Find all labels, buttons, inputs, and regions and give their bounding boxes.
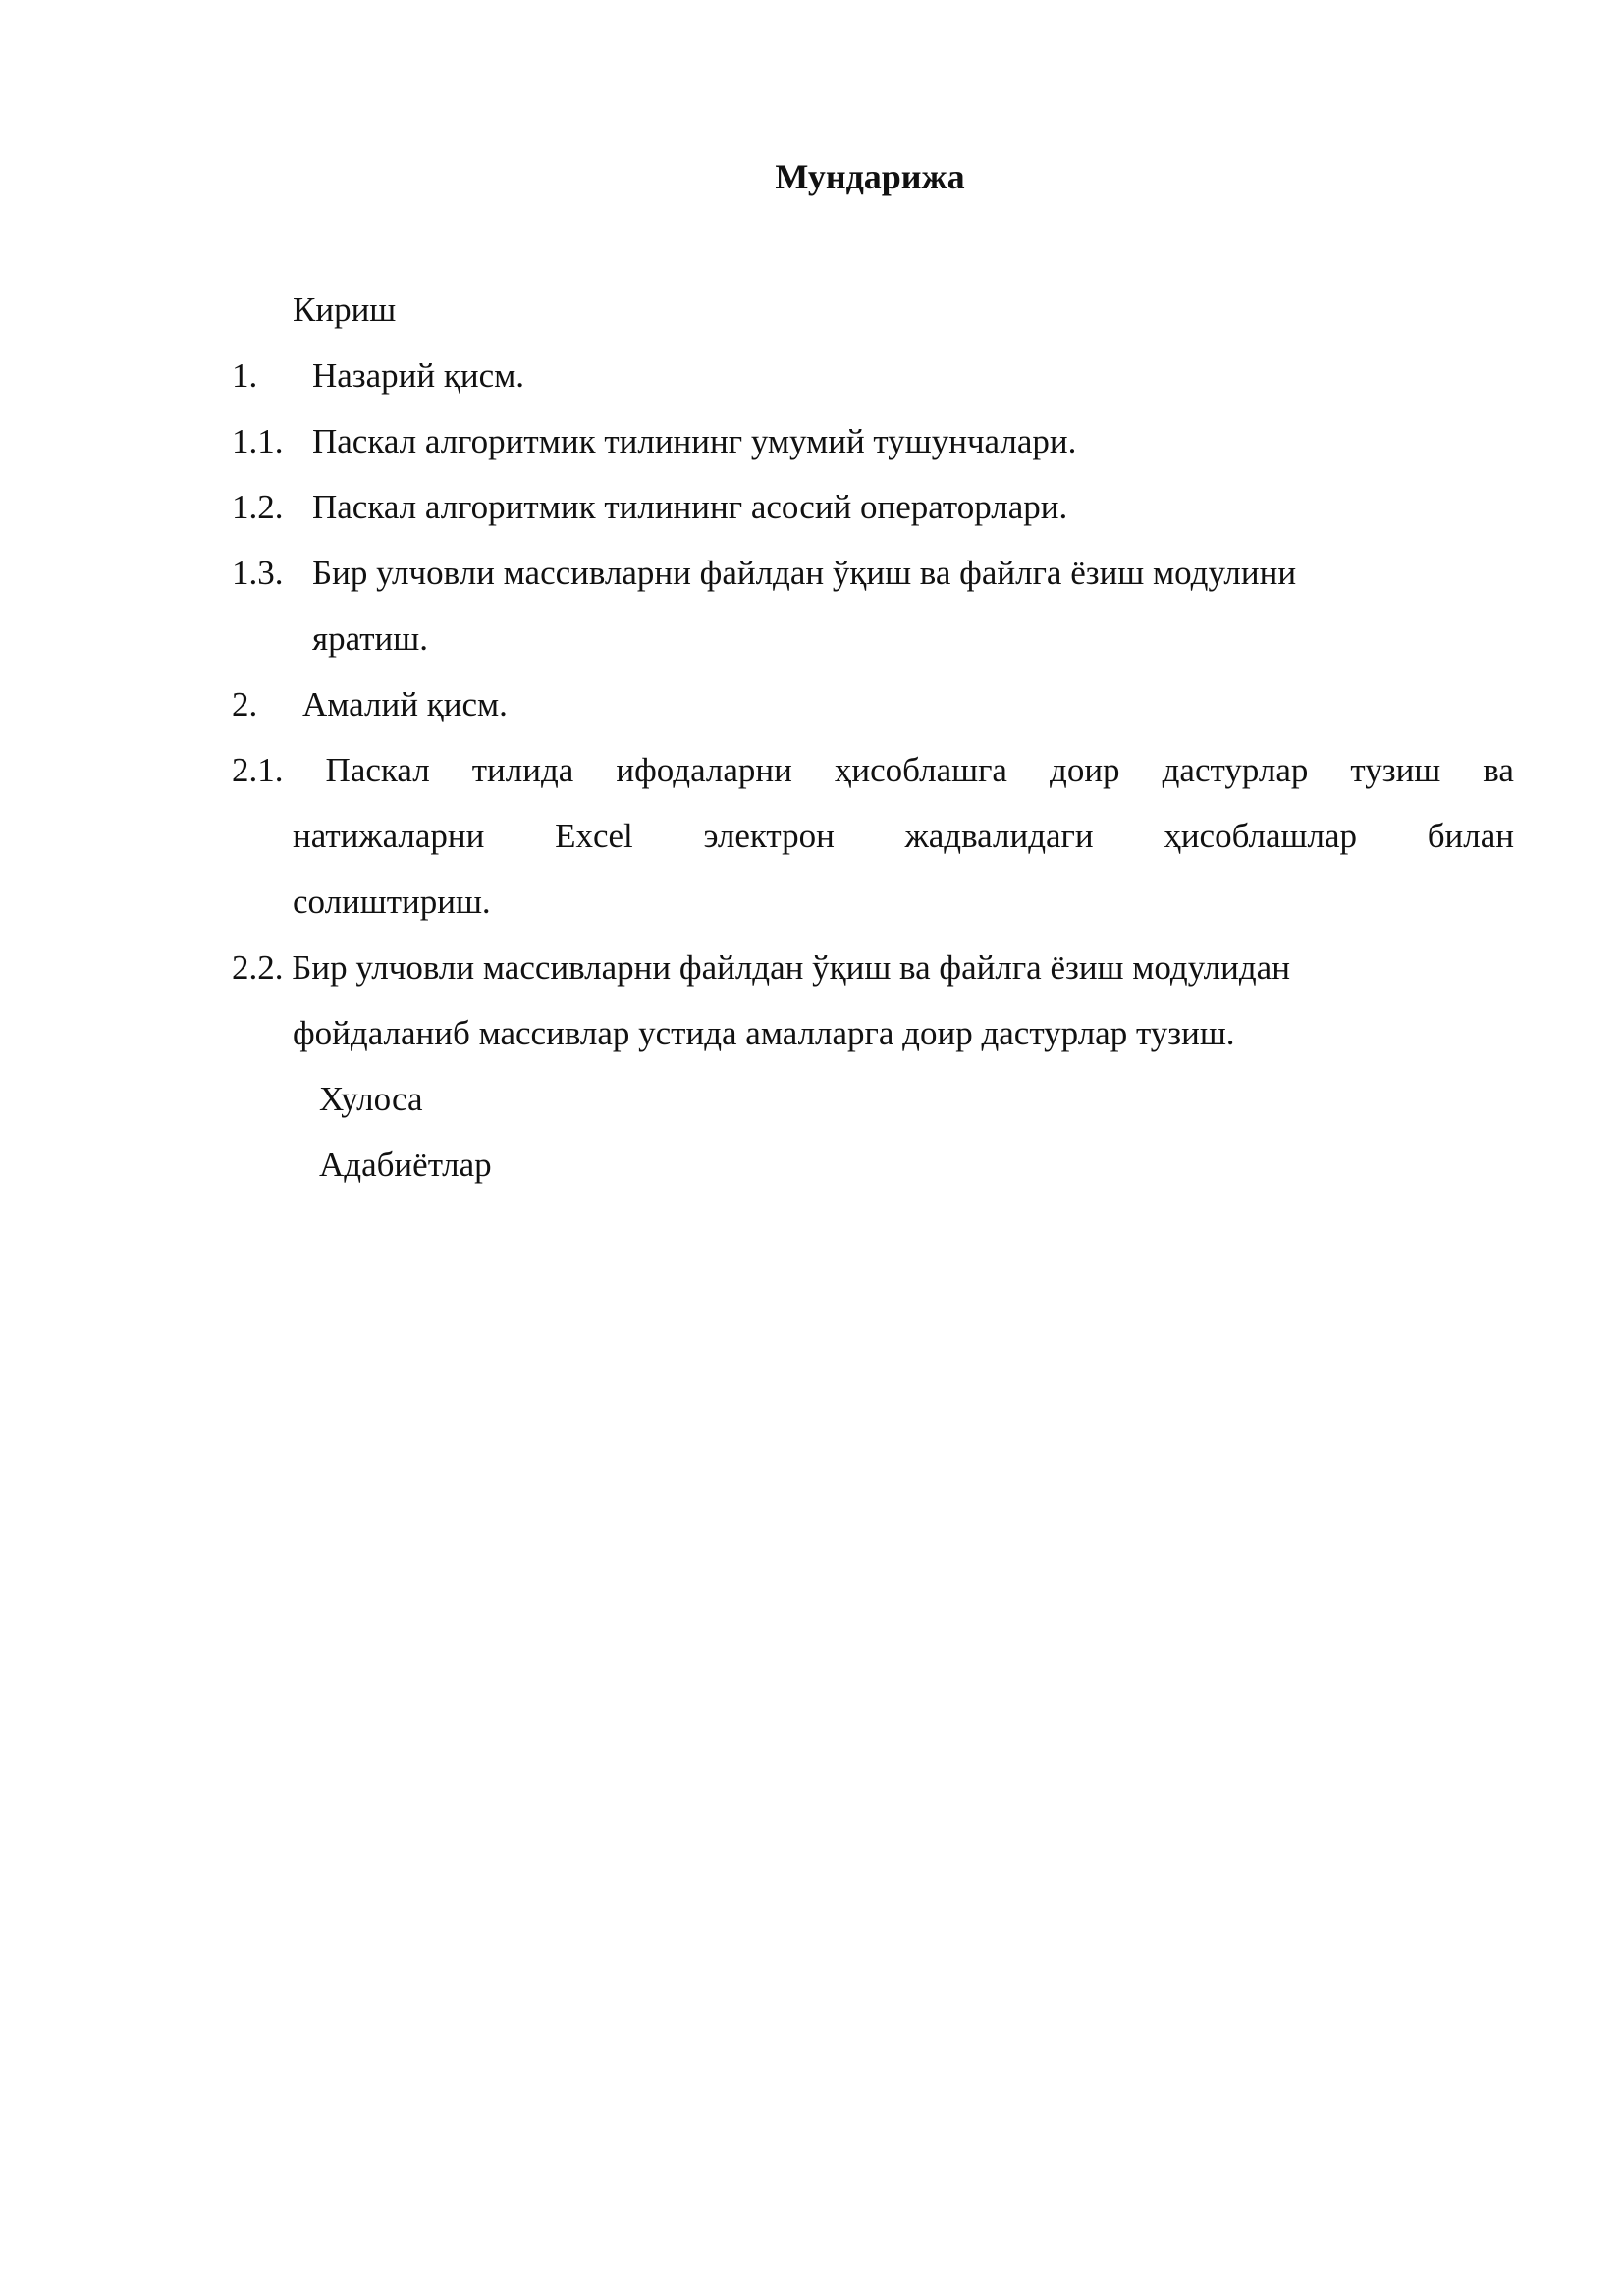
toc-word: ва — [1483, 751, 1514, 789]
toc-number-1-3: 1.3. — [232, 554, 284, 592]
toc-entry-1-2: Паскал алгоритмик тилининг асосий операторлари. — [312, 488, 1068, 526]
toc-entry-1-3-line1: Бир улчовли массивларни файлдан ўқиш ва файлга ёзиш модулини — [312, 554, 1297, 592]
toc-entry-2-2-line1: 2.2. Бир улчовли массивларни файлдан ўқиш ва файлга ёзиш модулидан — [232, 948, 1290, 987]
toc-word: Excel — [555, 817, 633, 855]
toc-entry-intro: Кириш — [293, 291, 397, 329]
toc-word: ҳисоблашлар — [1164, 817, 1357, 855]
toc-word: электрон — [703, 817, 835, 855]
toc-word: тузиш — [1350, 751, 1441, 789]
toc-entry-1: Назарий қисм. — [312, 356, 525, 395]
toc-number-2: 2. — [232, 685, 258, 723]
toc-entry-1-1: Паскал алгоритмик тилининг умумий тушунчалари. — [312, 422, 1077, 460]
toc-word: жадвалидаги — [904, 817, 1094, 855]
toc-word: натижаларни — [293, 817, 485, 855]
toc-word: доир — [1050, 751, 1120, 789]
toc-word: ифодаларни — [616, 751, 792, 789]
toc-entry-references: Адабиётлар — [319, 1146, 492, 1184]
toc-number-2-1: 2.1. — [232, 751, 284, 789]
toc-entry-2-1-line2 — [293, 815, 1514, 858]
toc-entry-2: Амалий қисм. — [302, 685, 508, 723]
toc-entry-2-1-line3: солиштириш. — [293, 882, 491, 921]
toc-entry-1-3-line2: яратиш. — [312, 619, 428, 658]
toc-number-1: 1. — [232, 356, 258, 395]
toc-entry-conclusion: Хулоса — [319, 1080, 423, 1118]
toc-word: билан — [1427, 817, 1514, 855]
toc-entry-2-2-line2: фойдаланиб массивлар устида амалларга доир дастурлар тузиш. — [293, 1014, 1235, 1052]
toc-entry-2-1-line1 — [232, 749, 1514, 792]
toc-number-1-1: 1.1. — [232, 422, 284, 460]
toc-number-1-2: 1.2. — [232, 488, 284, 526]
page-title: Мундарижа — [775, 157, 965, 196]
toc-word: ҳисоблашга — [834, 751, 1007, 789]
toc-word: Паскал — [325, 751, 430, 789]
toc-word: дастурлар — [1162, 751, 1309, 789]
toc-word: тилида — [471, 751, 574, 789]
